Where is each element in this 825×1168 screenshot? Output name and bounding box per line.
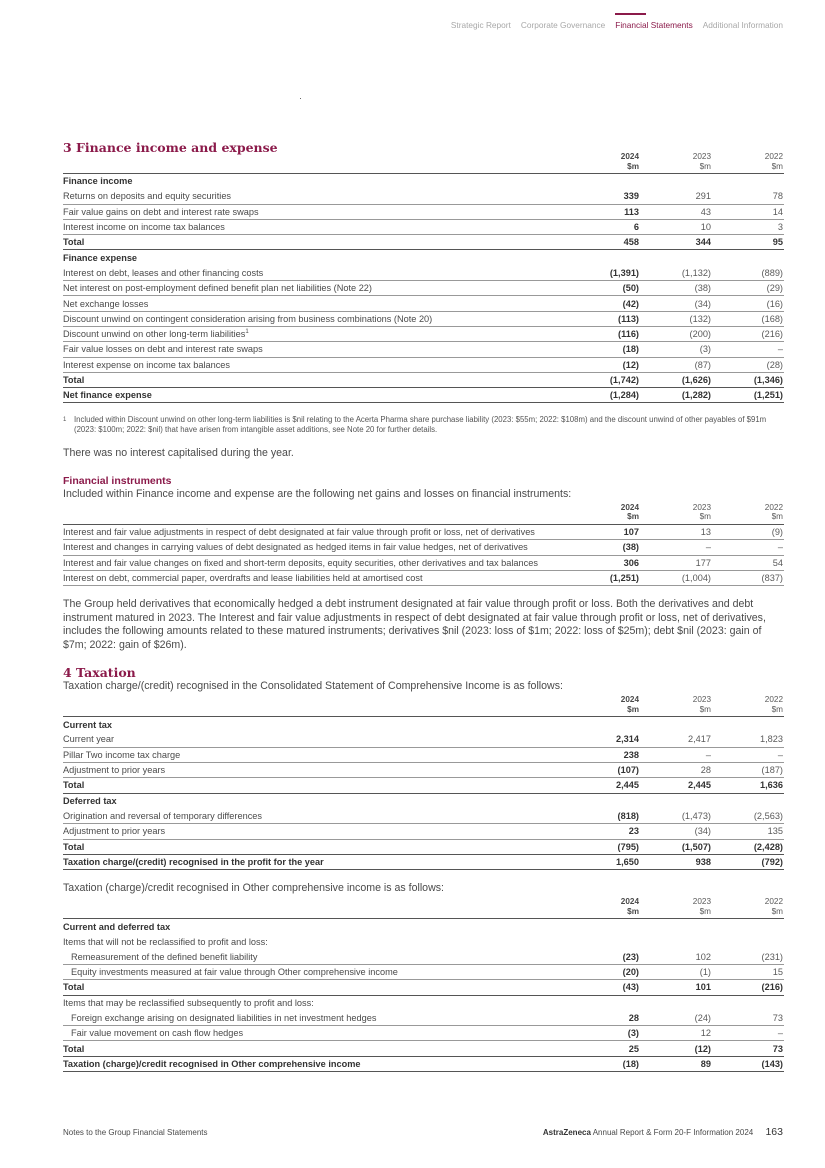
table-row [63, 763, 784, 778]
row-label-text: Total [63, 1043, 85, 1054]
value-2022: (1,251) [712, 388, 784, 403]
table-total-row [63, 1056, 784, 1071]
note4-title: 4 Taxation [63, 665, 136, 681]
row-label-text: Interest and fair value changes on fixed and short-term deposits, equity securities, other derivatives and tax balances [63, 557, 538, 568]
table-row [63, 281, 784, 296]
col-header-2023: 2023 $m [692, 897, 711, 916]
value-2022: 135 [712, 824, 784, 839]
value-2023: 12 [640, 1026, 712, 1041]
table-total-row [63, 235, 784, 250]
value-2024: (12) [562, 357, 640, 372]
value-2024: (107) [562, 763, 640, 778]
value-2023: (87) [640, 357, 712, 372]
table-total-row [63, 372, 784, 387]
table-row [63, 747, 784, 762]
row-label-text: Equity investments measured at fair value through Other comprehensive income [71, 967, 398, 978]
value-2024: (116) [562, 326, 640, 341]
table-row [63, 342, 784, 357]
value-2022: 73 [712, 1010, 784, 1025]
value-2024: (818) [562, 808, 640, 823]
value-2022: – [712, 1026, 784, 1041]
value-2024: 339 [562, 189, 640, 204]
nav-corporate-governance[interactable]: Corporate Governance [520, 20, 606, 30]
value-2023: (12) [640, 1041, 712, 1056]
heading-label: Items that will not be reclassified to profit and loss: [63, 936, 268, 947]
row-label-text: Interest and fair value adjustments in respect of debt designated at fair value through profit or loss, net of derivatives [63, 527, 535, 538]
col-header-2022: 2022 $m [764, 502, 783, 522]
value-2023: (1) [640, 965, 712, 980]
value-2023: 2,417 [640, 732, 712, 747]
value-2024: 23 [562, 824, 640, 839]
row-label [63, 265, 562, 280]
row-label-text: Net exchange losses [63, 298, 149, 309]
financial-instruments-table [63, 503, 784, 586]
value-2022: (16) [712, 296, 784, 311]
row-label [63, 778, 562, 793]
col-header-2023: 2023 $m [692, 502, 711, 522]
row-label-text: Discount unwind on contingent consideration arising from business combinations (Note 20) [63, 313, 433, 324]
table-total-row [63, 854, 784, 869]
table-subheading [63, 995, 784, 1010]
table-section-heading [63, 250, 784, 265]
row-label-text: Foreign exchange arising on designated liabilities in net investment hedges [71, 1012, 377, 1023]
row-label [63, 854, 562, 869]
table-row [63, 524, 784, 539]
derivatives-paragraph: The Group held derivatives that economically hedged a debt instrument designated at fair value through profit or loss. Both the derivatives and debt instrument matured in 2023. The Interest and fair value adjustments in respect of debt designated at fair value through profit or loss, net of derivatives, includes the following amounts related to these matured instruments; derivatives $nil (2023: loss of $1m; 2022: loss of $25m); debt $nil (2023: gain of $7m; 2022: gain of $26m). [63, 598, 766, 651]
col-header-2024: 2024 $m [620, 502, 639, 522]
value-2024: (3) [562, 1026, 640, 1041]
row-label [63, 732, 562, 747]
row-label [63, 540, 562, 555]
row-label-text: Remeasurement of the defined benefit liability [71, 951, 258, 962]
value-2022: 1,636 [712, 778, 784, 793]
value-2023: 43 [640, 204, 712, 219]
row-label-text: Interest on debt, leases and other financing costs [63, 267, 264, 278]
value-2023: 177 [640, 555, 712, 570]
table-row [63, 357, 784, 372]
value-2023: (200) [640, 326, 712, 341]
footnote-text: Included within Discount unwind on other long-term liabilities is $nil relating to the Acerta Pharma share purchase liability (2023: $55m; 2022: $108m) and the discount unwind of other payables of $91m (2023: $100m; 2022: $nil) that have arisen from intangible asset additions, see Note 20 for further details. [74, 415, 767, 435]
value-2022: (837) [712, 570, 784, 585]
value-2024: (50) [562, 281, 640, 296]
value-2022: – [712, 747, 784, 762]
row-label [63, 1026, 562, 1041]
footer-brand: AstraZeneca [542, 1128, 591, 1137]
value-2022: (2,563) [712, 808, 784, 823]
value-2022: 15 [712, 965, 784, 980]
row-label [63, 808, 562, 823]
row-label [63, 763, 562, 778]
row-label [63, 965, 562, 980]
row-label-text: Total [63, 780, 85, 791]
value-2022: (2,428) [712, 839, 784, 854]
taxation-intro: Taxation charge/(credit) recognised in the Consolidated Statement of Comprehensive Income is as follows: [63, 680, 563, 693]
row-label-text: Interest expense on income tax balances [63, 359, 231, 370]
table-row [63, 326, 784, 341]
table-row [63, 824, 784, 839]
table-row [63, 204, 784, 219]
row-label [63, 949, 562, 964]
value-2022: 3 [712, 219, 784, 234]
table-header-row [63, 897, 784, 919]
value-2024: 113 [562, 204, 640, 219]
col-header-2023: 2023 $m [692, 695, 711, 714]
value-2023: 13 [640, 524, 712, 539]
value-2023: 291 [640, 189, 712, 204]
row-label [63, 311, 562, 326]
row-label-text: Returns on deposits and equity securities [63, 191, 232, 202]
row-label [63, 980, 562, 995]
value-2022: (9) [712, 524, 784, 539]
value-2024: (20) [562, 965, 640, 980]
table-total-row [63, 778, 784, 793]
row-label-text: Interest income on income tax balances [63, 222, 225, 233]
table-row [63, 965, 784, 980]
page-content [63, 140, 784, 1072]
value-2022: 78 [712, 189, 784, 204]
value-2022: (216) [712, 980, 784, 995]
row-label [63, 357, 562, 372]
footer-section-label: Notes to the Group Financial Statements [63, 1128, 208, 1137]
table-row [63, 570, 784, 585]
row-label [63, 372, 562, 387]
value-2023: (34) [640, 296, 712, 311]
row-label-text: Origination and reversal of temporary differences [63, 810, 262, 821]
value-2022: (29) [712, 281, 784, 296]
value-2023: (34) [640, 824, 712, 839]
col-header-2022: 2022 $m [764, 695, 783, 714]
value-2024: (1,251) [562, 570, 640, 585]
row-label-text: Net interest on post-employment defined benefit plan net liabilities (Note 22) [63, 283, 372, 294]
row-label-text: Discount unwind on other long-term liabilities [63, 329, 246, 340]
finance-income-expense-table [63, 152, 784, 403]
row-label [63, 1041, 562, 1056]
row-label-text: Fair value losses on debt and interest rate swaps [63, 344, 263, 355]
value-2023: – [640, 747, 712, 762]
row-label [63, 824, 562, 839]
value-2024: 238 [562, 747, 640, 762]
heading-label: Finance expense [63, 252, 138, 263]
value-2023: (38) [640, 281, 712, 296]
taxation-table [63, 695, 784, 870]
value-2023: 2,445 [640, 778, 712, 793]
stray-dot [300, 98, 301, 99]
heading-label: Finance income [63, 176, 133, 187]
value-2024: 25 [562, 1041, 640, 1056]
page-footer [63, 1126, 783, 1138]
row-label [63, 189, 562, 204]
col-header-2022: 2022 $m [764, 897, 783, 916]
row-label-text: Adjustment to prior years [63, 765, 166, 776]
page-number: 163 [765, 1126, 783, 1138]
value-2022: 14 [712, 204, 784, 219]
table-total-row [63, 1041, 784, 1056]
value-2024: (1,391) [562, 265, 640, 280]
row-label [63, 1056, 562, 1071]
top-navigation [451, 20, 783, 30]
value-2022: 54 [712, 555, 784, 570]
row-label [63, 570, 562, 585]
oci-intro: Taxation (charge)/credit recognised in Other comprehensive income is as follows: [63, 882, 444, 895]
row-label [63, 281, 562, 296]
value-2022: 73 [712, 1041, 784, 1056]
row-label [63, 524, 562, 539]
table-section-heading [63, 717, 784, 732]
footnote-ref: 1 [245, 329, 249, 336]
nav-financial-statements[interactable]: Financial Statements [615, 20, 693, 30]
row-label-text: Pillar Two income tax charge [63, 749, 181, 760]
value-2023: (1,473) [640, 808, 712, 823]
table-row [63, 1010, 784, 1025]
note3-title: 3 Finance income and expense [63, 140, 278, 155]
row-label [63, 326, 562, 341]
value-2024: 306 [562, 555, 640, 570]
value-2024: (1,284) [562, 388, 640, 403]
row-label-text: Net finance expense [63, 390, 152, 401]
value-2023: 102 [640, 949, 712, 964]
value-2022: (216) [712, 326, 784, 341]
row-label [63, 839, 562, 854]
table-row [63, 1026, 784, 1041]
value-2023: (1,626) [640, 372, 712, 387]
nav-strategic-report[interactable]: Strategic Report [450, 20, 511, 30]
footer-report-title: Annual Report & Form 20-F Information 2024 [592, 1128, 754, 1137]
value-2023: (132) [640, 311, 712, 326]
row-label-text: Taxation (charge)/credit recognised in Other comprehensive income [63, 1058, 361, 1069]
row-label [63, 555, 562, 570]
value-2024: (23) [562, 949, 640, 964]
value-2022: – [712, 540, 784, 555]
footnote [63, 415, 784, 435]
col-header-2024: 2024 $m [620, 152, 639, 171]
value-2024: 6 [562, 219, 640, 234]
value-2023: 10 [640, 219, 712, 234]
row-label-text: Interest on debt, commercial paper, overdrafts and lease liabilities held at amortised cost [63, 572, 423, 583]
table-header-row [63, 503, 784, 525]
table-row [63, 311, 784, 326]
row-label [63, 235, 562, 250]
table-row [63, 219, 784, 234]
table-row [63, 189, 784, 204]
value-2024: (18) [562, 1056, 640, 1071]
value-2024: 458 [562, 235, 640, 250]
row-label [63, 219, 562, 234]
row-label-text: Interest and changes in carrying values of debt designated as hedged items in fair value hedges, net of derivatives [63, 542, 528, 553]
table-row [63, 808, 784, 823]
table-row [63, 732, 784, 747]
oci-taxation-table [63, 897, 784, 1072]
table-row [63, 540, 784, 555]
value-2024: (1,742) [562, 372, 640, 387]
table-section-heading [63, 174, 784, 189]
footer-report-info [543, 1126, 783, 1138]
value-2023: 344 [640, 235, 712, 250]
value-2022: (187) [712, 763, 784, 778]
value-2022: (889) [712, 265, 784, 280]
row-label-text: Total [63, 982, 85, 993]
value-2024: 2,445 [562, 778, 640, 793]
value-2024: (18) [562, 342, 640, 357]
value-2024: 2,314 [562, 732, 640, 747]
row-label-text: Taxation charge/(credit) recognised in the profit for the year [63, 856, 324, 867]
row-label [63, 388, 562, 403]
value-2023: 28 [640, 763, 712, 778]
value-2024: (795) [562, 839, 640, 854]
value-2024: (43) [562, 980, 640, 995]
table-section-heading [63, 793, 784, 808]
col-header-2022: 2022 $m [764, 152, 783, 171]
heading-label: Items that may be reclassified subsequently to profit and loss: [63, 997, 314, 1008]
value-2023: – [640, 540, 712, 555]
row-label-text: Fair value movement on cash flow hedges [71, 1028, 244, 1039]
value-2022: (1,346) [712, 372, 784, 387]
row-label-text: Total [63, 841, 85, 852]
value-2022: 1,823 [712, 732, 784, 747]
row-label [63, 1010, 562, 1025]
value-2022: – [712, 342, 784, 357]
table-row [63, 265, 784, 280]
value-2022: (231) [712, 949, 784, 964]
row-label [63, 342, 562, 357]
col-header-2024: 2024 $m [620, 897, 639, 916]
value-2023: (1,507) [640, 839, 712, 854]
table-header-row [63, 152, 784, 174]
value-2023: (3) [640, 342, 712, 357]
table-total-row [63, 980, 784, 995]
nav-additional-information[interactable]: Additional Information [702, 20, 783, 30]
table-total-row [63, 388, 784, 403]
row-label-text: Current year [63, 734, 115, 745]
value-2024: (42) [562, 296, 640, 311]
col-header-2023: 2023 $m [692, 152, 711, 171]
value-2022: (168) [712, 311, 784, 326]
financial-instruments-title: Financial instruments [63, 474, 172, 487]
value-2023: (1,132) [640, 265, 712, 280]
value-2024: 107 [562, 524, 640, 539]
value-2023: 89 [640, 1056, 712, 1071]
heading-label: Deferred tax [63, 796, 117, 807]
row-label [63, 296, 562, 311]
value-2022: (792) [712, 854, 784, 869]
value-2022: (28) [712, 357, 784, 372]
table-row [63, 555, 784, 570]
value-2023: (1,282) [640, 388, 712, 403]
value-2023: 938 [640, 854, 712, 869]
heading-label: Current and deferred tax [63, 921, 171, 932]
row-label [63, 204, 562, 219]
table-section-heading [63, 919, 784, 934]
value-2024: (113) [562, 311, 640, 326]
col-header-2024: 2024 $m [620, 695, 639, 714]
table-header-row [63, 695, 784, 717]
row-label-text: Fair value gains on debt and interest rate swaps [63, 206, 259, 217]
footnote-mark: 1 [63, 417, 67, 424]
row-label-text: Adjustment to prior years [63, 826, 166, 837]
value-2023: (24) [640, 1010, 712, 1025]
value-2024: 28 [562, 1010, 640, 1025]
value-2023: 101 [640, 980, 712, 995]
row-label-text: Total [63, 237, 85, 248]
value-2022: 95 [712, 235, 784, 250]
row-label-text: Total [63, 375, 85, 385]
table-row [63, 949, 784, 964]
value-2023: (1,004) [640, 570, 712, 585]
value-2024: 1,650 [562, 854, 640, 869]
row-label [63, 747, 562, 762]
value-2024: (38) [562, 540, 640, 555]
table-total-row [63, 839, 784, 854]
financial-instruments-intro: Included within Finance income and expense are the following net gains and losses on financial instruments: [63, 487, 572, 500]
table-subheading [63, 934, 784, 949]
capitalised-interest-text: There was no interest capitalised during the year. [63, 447, 294, 460]
table-row [63, 296, 784, 311]
value-2022: (143) [712, 1056, 784, 1071]
heading-label: Current tax [63, 719, 113, 730]
